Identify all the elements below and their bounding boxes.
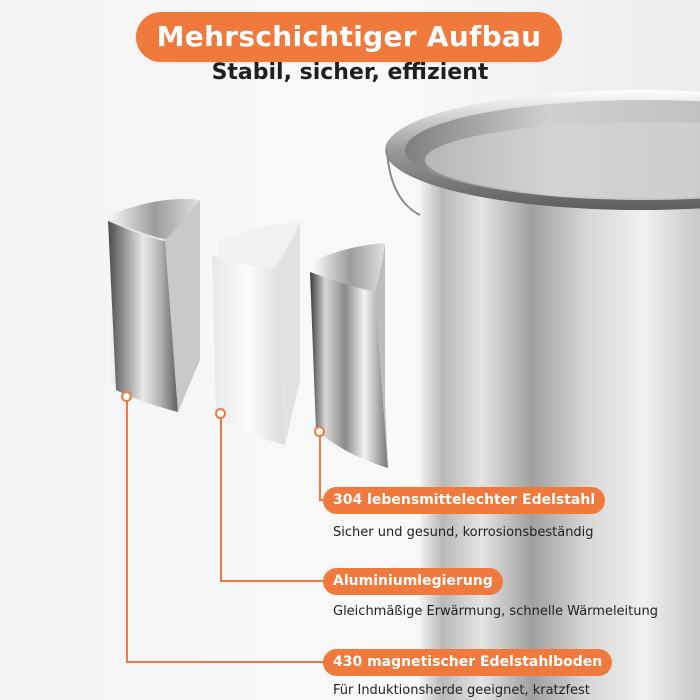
marker-dot-1 xyxy=(314,426,325,437)
layer-label-1: 304 lebensmittelechter Edelstahl xyxy=(323,487,605,514)
connector-line-3-vertical xyxy=(126,398,128,662)
layer-description-1: Sicher und gesund, korrosionsbeständig xyxy=(333,525,594,540)
layer-label-2: Aluminiumlegierung xyxy=(323,568,503,595)
layer-description-2: Gleichmäßige Erwärmung, schnelle Wärmeleitung xyxy=(333,604,658,619)
connector-line-3-horizontal xyxy=(126,661,326,663)
marker-dot-3 xyxy=(121,391,132,402)
marker-dot-2 xyxy=(215,408,226,419)
layer-label-3: 430 magnetischer Edelstahlboden xyxy=(323,649,612,676)
page-title: Mehrschichtiger Aufbau xyxy=(136,12,562,62)
layer-description-3: Für Induktionsherde geeignet, kratzfest xyxy=(333,683,590,698)
connector-line-2-horizontal xyxy=(220,580,326,582)
connector-line-2-vertical xyxy=(220,415,222,581)
stainless-layer-shape xyxy=(108,199,200,412)
page-subtitle: Stabil, sicher, effizient xyxy=(211,60,489,85)
connector-line-1-vertical xyxy=(319,433,321,499)
